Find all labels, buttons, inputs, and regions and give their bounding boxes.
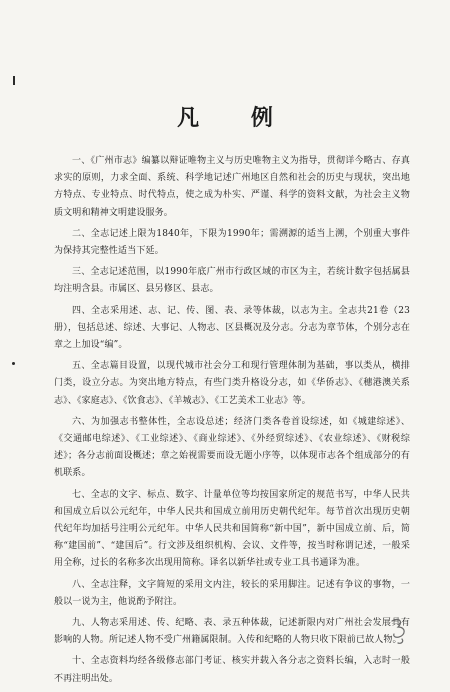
guideline-item-8: 八、全志注释，文字简短的采用文内注，较长的采用脚注。记述有争议的事物，一般以一说为主，他说酌予附注。	[54, 579, 410, 607]
guideline-item-10: 十、全志资料均经各级修志部门考证、核实并载入各分志之资料长编，入志时一般不再注明出处。	[54, 656, 410, 684]
guideline-item-1: 一、《广州市志》编纂以辩证唯物主义与历史唯物主义为指导，贯彻详今略古、存真求实的原则，力求全面、系统、科学地记述广州地区自然和社会的历史与现状，突出地方特点、专业特点、时代特点，使之成为朴实、严谨、科学的资料文献，为社会主义物质文明和精神文明建设服务。	[54, 156, 410, 218]
guideline-item-2: 二、全志记述上限为1840年，下限为1990年；需溯源的适当上溯，个别重大事件为保持其完整性适当下延。	[54, 228, 410, 257]
handwritten-mark	[386, 615, 412, 645]
guideline-item-4: 四、全志采用述、志、记、传、图、表、录等体裁，以志为主。全志共21卷（23册），包括总述、综述、大事记、人物志、区县概况及分志。分志为章节体，个别分志在章之上加设“编”。	[54, 305, 410, 351]
guidelines-body	[54, 153, 410, 692]
guideline-item-3: 三、全志记述范围，以1990年底广州市行政区域的市区为主，若统计数字包括属县均注明含县。市属区、县另修区、县志。	[54, 267, 410, 295]
page-title: 凡 例	[177, 104, 295, 131]
scan-mark	[13, 76, 15, 85]
guideline-item-5: 五、全志篇目设置，以现代城市社会分工和现行管理体制为基础，事以类从，横排门类，设立分志。为突出地方特点，有些门类升格设分志，如《华侨志》、《穗港澳关系志》、《家庭志》、《饮食志》、《羊城志》、《工艺美术工业志》等。	[54, 361, 410, 406]
scan-dot	[12, 362, 15, 365]
guideline-item-9: 九、人物志采用述、传、纪略、表、录五种体裁，记述新限内对广州社会发展具有影响的人物。所记述人物不受广州籍属限制。入传和纪略的人物只收下限前已故人物。	[54, 618, 410, 646]
guideline-item-6: 六、为加强志书整体性，全志设总述；经济门类各卷首设综述，如《城建综述》、《交通邮电综述》、《工业综述》、《商业综述》、《外经贸综述》、《农业综述》、《财税综述》；各分志前面设概述；章之始视需要而设无题小序等，以体现市志各个组成部分的有机联系。	[54, 416, 410, 479]
guideline-item-7: 七、全志的文字、标点、数字、计量单位等均按国家所定的规范书写，中华人民共和国成立后以公元纪年，中华人民共和国成立前用历史朝代纪年。每节首次出现历史朝代纪年均加括号注明公元纪年。中华人民共和国简称“新中国”，新中国成立前、后，简称“建国前”、“建国后”。行文涉及组织机构、会议、文件等，按当时称谓记述，一般采用全称，过长的名称多次出现用简称。译名以新华社或专业工具书通译为准。	[54, 489, 410, 569]
